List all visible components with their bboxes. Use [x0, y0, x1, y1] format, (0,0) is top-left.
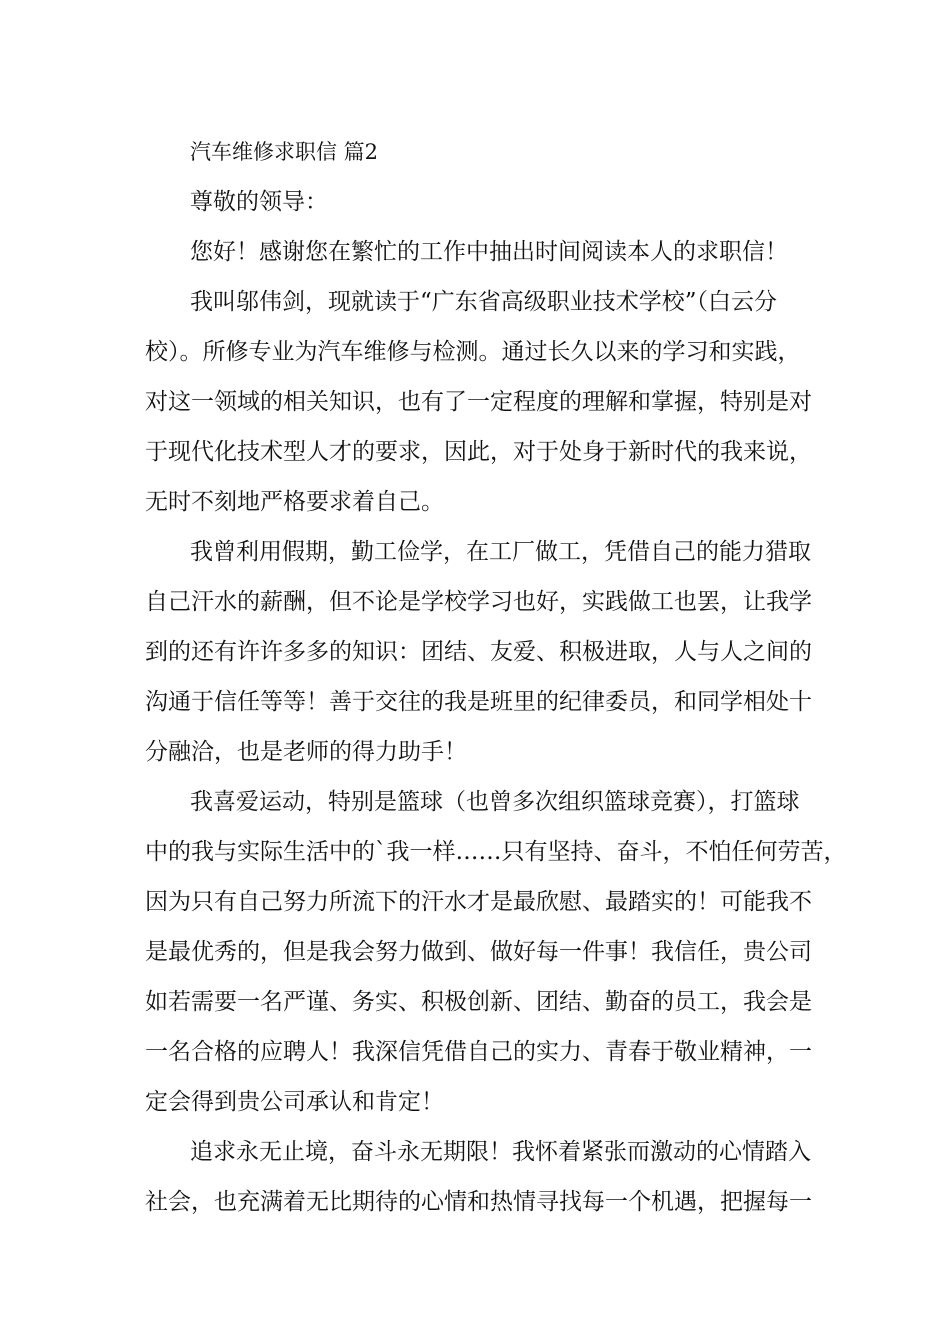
text-line: 因为只有自己努力所流下的汗水才是最欣慰、最踏实的！可能我不	[145, 889, 812, 915]
text-line: 追求永无止境，奋斗永无期限！我怀着紧张而激动的心情踏入	[190, 1139, 811, 1165]
document-title: 汽车维修求职信 篇2	[190, 140, 379, 164]
text-line: 社会，也充满着无比期待的心情和热情寻找每一个机遇，把握每一	[145, 1189, 812, 1215]
text-line: 定会得到贵公司承认和肯定！	[145, 1089, 444, 1115]
text-line: 我叫邬伟剑，现就读于“广东省高级职业技术学校”（白云分	[190, 289, 778, 315]
text-line: 您好！感谢您在繁忙的工作中抽出时间阅读本人的求职信！	[190, 239, 788, 265]
text-line: 无时不刻地严格要求着自己。	[145, 489, 444, 515]
text-line: 校）。所修专业为汽车维修与检测。通过长久以来的学习和实践，	[145, 339, 801, 365]
text-line: 一名合格的应聘人！我深信凭借自己的实力、青春于敬业精神，一	[145, 1039, 812, 1065]
text-line: 沟通于信任等等！善于交往的我是班里的纪律委员，和同学相处十	[145, 689, 812, 715]
text-line: 自己汗水的薪酬，但不论是学校学习也好，实践做工也罢，让我学	[145, 589, 812, 615]
text-line: 是最优秀的，但是我会努力做到、做好每一件事！我信任，贵公司	[145, 939, 812, 965]
text-line: 我喜爱运动，特别是篮球（也曾多次组织篮球竞赛），打篮球	[190, 789, 800, 815]
text-line: 到的还有许许多多的知识：团结、友爱、积极进取，人与人之间的	[145, 639, 812, 665]
text-line: 于现代化技术型人才的要求，因此，对于处身于新时代的我来说，	[145, 439, 812, 465]
text-line: 我曾利用假期，勤工俭学，在工厂做工，凭借自己的能力猎取	[190, 539, 811, 565]
text-line: 如若需要一名严谨、务实、积极创新、团结、勤奋的员工，我会是	[145, 989, 812, 1015]
text-line: 中的我与实际生活中的`我一样……只有坚持、奋斗，不怕任何劳苦，	[145, 839, 847, 865]
text-line: 对这一领域的相关知识，也有了一定程度的理解和掌握，特别是对	[145, 389, 812, 415]
salutation: 尊敬的领导：	[190, 189, 328, 215]
text-line: 分融洽，也是老师的得力助手！	[145, 739, 467, 765]
